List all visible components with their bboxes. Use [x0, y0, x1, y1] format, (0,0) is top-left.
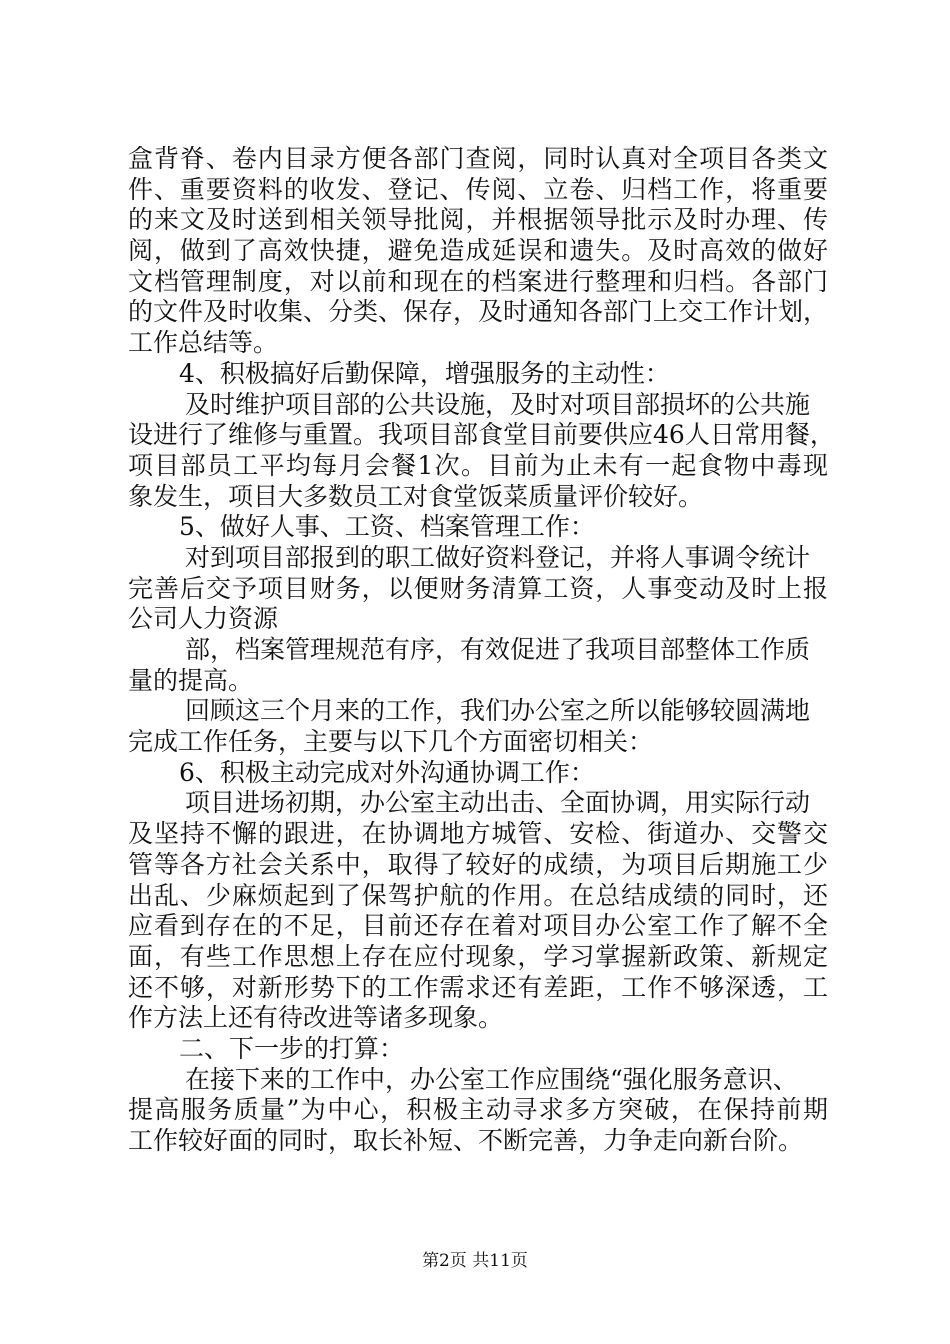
text-line: 文档管理制度，对以前和现在的档案进行整理和归档。各部门: [128, 266, 828, 296]
text-line: 出乱、少麻烦起到了保驾护航的作用。在总结成绩的同时，还: [128, 880, 828, 910]
section-heading: 6、积极主动完成对外沟通协调工作：: [179, 757, 595, 787]
text-line: 完善后交予项目财务，以便财务清算工资，人事变动及时上报: [128, 573, 828, 603]
page-number: 第2页 共11页: [422, 1251, 528, 1271]
section-heading: 5、做好人事、工资、档案管理工作：: [179, 512, 595, 542]
text-line: 的来文及时送到相关领导批阅，并根据领导批示及时办理、传: [128, 205, 828, 235]
text-line: 回顾这三个月来的工作，我们办公室之所以能够较圆满地: [185, 696, 811, 726]
text-line: 工作总结等。: [128, 328, 279, 358]
text-line: 及时维护项目部的公共设施，及时对项目部损坏的公共施: [185, 389, 811, 419]
text-line: 阅，做到了高效快捷，避免造成延误和遗失。及时高效的做好: [128, 236, 828, 266]
text-line: 及坚持不懈的跟进，在协调地方城管、安检、街道办、交警交: [128, 819, 828, 849]
text-line: 完成工作任务，主要与以下几个方面密切相关：: [128, 727, 654, 757]
text-line: 设进行了维修与重置。我项目部食堂目前要供应46人日常用餐，: [128, 420, 835, 450]
section-heading: 二、下一步的打算：: [179, 1033, 405, 1063]
text-line: 还不够，对新形势下的工作需求还有差距，工作不够深透，工: [128, 972, 828, 1002]
text-line: 工作较好面的同时，取长补短、不断完善，力争走向新台阶。: [128, 1126, 804, 1155]
text-line: 的文件及时收集、分类、保存，及时通知各部门上交工作计划，: [128, 297, 829, 327]
text-line: 应看到存在的不足，目前还存在着对项目办公室工作了解不全: [128, 911, 828, 941]
text-line: 作方法上还有待改进等诸多现象。: [128, 1003, 504, 1033]
text-line: 对到项目部报到的职工做好资料登记，并将人事调令统计: [185, 542, 811, 572]
text-line: 量的提高。: [128, 665, 254, 695]
text-line: 公司人力资源: [128, 604, 279, 634]
text-line: 提高服务质量”为中心，积极主动寻求多方突破，在保持前期: [128, 1095, 828, 1125]
text-line: 项目部员工平均每月会餐1次。目前为止未有一起食物中毒现: [128, 450, 828, 480]
text-line: 部，档案管理规范有序，有效促进了我项目部整体工作质: [185, 635, 811, 664]
text-line: 管等各方社会关系中，取得了较好的成绩，为项目后期施工少: [128, 849, 828, 879]
text-line: 象发生，项目大多数员工对食堂饭菜质量评价较好。: [128, 481, 704, 511]
text-line: 项目进场初期，办公室主动出击、全面协调，用实际行动: [185, 788, 811, 818]
document-body: [128, 144, 835, 1157]
text-line: 面，有些工作思想上存在应付现象，学习掌握新政策、新规定: [128, 941, 828, 971]
text-line: 盒背脊、卷内目录方便各部门查阅，同时认真对全项目各类文: [128, 144, 828, 173]
section-heading: 4、积极搞好后勤保障，增强服务的主动性：: [179, 358, 670, 388]
text-line: 件、重要资料的收发、登记、传阅、立卷、归档工作，将重要: [128, 174, 828, 204]
text-line: 在接下来的工作中，办公室工作应围绕“强化服务意识、: [185, 1064, 798, 1094]
